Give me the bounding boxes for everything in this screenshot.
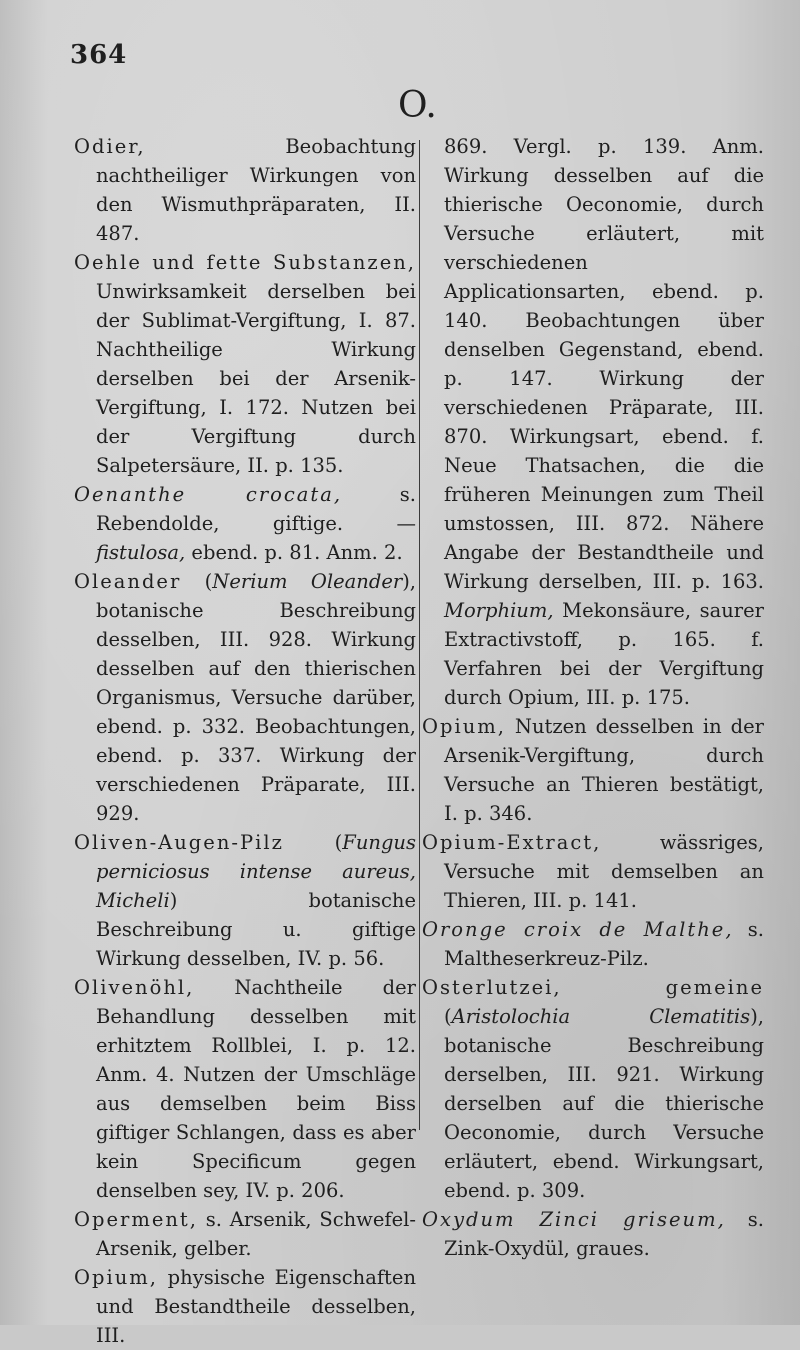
entry-italic-text: Fungus perniciosus intense aureus, Micheli — [96, 831, 416, 912]
entry-headword: Oronge croix de Malthe, — [422, 918, 734, 941]
entry-text: Mekonsäure, saurer Extractivstoff, p. 165. f. Verfahren bei der Vergiftung durch Opium, III. p. 175. — [444, 599, 764, 709]
index-entry — [422, 973, 764, 1205]
index-entry — [74, 973, 416, 1205]
index-entry — [422, 132, 764, 712]
entry-headword: Osterlutzei, gemeine — [422, 976, 764, 999]
index-entry — [422, 1205, 764, 1263]
entry-headword: Oxydum Zinci griseum, — [422, 1208, 726, 1231]
entry-italic-text: fistulosa, — [96, 541, 186, 564]
entry-italic-text: Nerium Oleander — [212, 570, 403, 593]
entry-text: ( — [181, 570, 213, 593]
index-entry — [422, 712, 764, 828]
entry-text: ), botanische Beschreibung desselben, III. 928. Wirkung desselben auf den thierischen Organismus, Versuche darüber, ebend. p. 332. Beobachtungen, ebend. p. 337. Wirkung der verschiedenen Präparate, III. 929. — [96, 570, 416, 825]
index-entry — [74, 1263, 416, 1350]
entry-italic-text: Aristolochia Clematitis — [451, 1005, 751, 1028]
entry-headword: Opium, — [422, 715, 506, 738]
index-entry — [74, 567, 416, 828]
index-entry — [422, 828, 764, 915]
index-entry — [74, 248, 416, 480]
index-column-right — [422, 132, 764, 1263]
entry-text: s. Maltheserkreuz-Pilz. — [444, 918, 764, 970]
entry-headword: Opium-Extract, — [422, 831, 602, 854]
entry-headword: Opium, — [74, 1266, 158, 1289]
entry-text: Nachtheile der Behandlung desselben mit erhitztem Rollblei, I. p. 12. Anm. 4. Nutzen der Umschläge aus demselben beim Biss giftiger Schlangen, dass es aber kein Specificum gegen denselben sey, IV. p. 206. — [96, 976, 416, 1202]
entry-headword: Olivenöhl, — [74, 976, 195, 999]
entry-headword: Oehle und fette Substanzen, — [74, 251, 416, 274]
entry-text: ebend. p. 81. Anm. 2. — [185, 541, 403, 564]
entry-text: s. Rebendolde, giftige. — — [96, 483, 416, 535]
entry-text: 869. Vergl. p. 139. Anm. Wirkung desselben auf die thierische Oeconomie, durch Versuche erläutert, mit verschiedenen Applicationsarten, ebend. p. 140. Beobachtungen über denselben Gegenstand, ebend. p. 147. Wirkung der verschiedenen Präparate, III. 870. Wirkungsart, ebend. f. Neue Thatsachen, die die früheren Meinungen zum Theil umstossen, III. 872. Nähere Angabe der Bestandtheile und Wirkung derselben, III. p. 163. — [444, 135, 764, 593]
index-entry — [422, 915, 764, 973]
entry-headword: Odier, — [74, 135, 146, 158]
index-entry — [74, 132, 416, 248]
index-column-left — [74, 132, 416, 1350]
entry-italic-text: Morphium, — [444, 599, 554, 622]
index-entry — [74, 480, 416, 567]
entry-text: wässriges, Versuche mit demselben an Thieren, III. p. 141. — [444, 831, 764, 912]
entry-text: ) botanische Beschreibung u. giftige Wirkung desselben, IV. p. 56. — [96, 889, 416, 970]
entry-headword: Operment, — [74, 1208, 198, 1231]
entry-text: physische Eigenschaften und Bestandtheile desselben, III. — [96, 1266, 416, 1347]
page-number: 364 — [70, 40, 128, 70]
index-entry — [74, 828, 416, 973]
index-entry — [74, 1205, 416, 1263]
entry-headword: Oliven-Augen-Pilz — [74, 831, 284, 854]
entry-headword: Oleander — [74, 570, 182, 593]
entry-headword: Oenanthe crocata, — [74, 483, 343, 506]
entry-text: s. Zink-Oxydül, graues. — [444, 1208, 764, 1260]
section-letter: O. — [398, 85, 437, 126]
entry-text: Unwirksamkeit derselben bei der Sublimat-Vergiftung, I. 87. Nachtheilige Wirkung derselben bei der Arsenik-Vergiftung, I. 172. Nutzen bei der Vergiftung durch Salpetersäure, II. p. 135. — [96, 280, 416, 477]
entry-text: ( — [283, 831, 343, 854]
entry-text: Beobachtung nachtheiliger Wirkungen von den Wismuthpräparaten, II. 487. — [96, 135, 416, 245]
entry-text: ( — [444, 1005, 452, 1028]
entry-text: s. Arsenik, Schwefel-Arsenik, gelber. — [96, 1208, 416, 1260]
entry-text: ), botanische Beschreibung derselben, III. 921. Wirkung derselben auf die thierische Oeconomie, durch Versuche erläutert, ebend. Wirkungsart, ebend. p. 309. — [444, 1005, 764, 1202]
column-divider — [419, 140, 420, 1130]
entry-text: Nutzen desselben in der Arsenik-Vergiftung, durch Versuche an Thieren bestätigt, I. p. 346. — [444, 715, 764, 825]
